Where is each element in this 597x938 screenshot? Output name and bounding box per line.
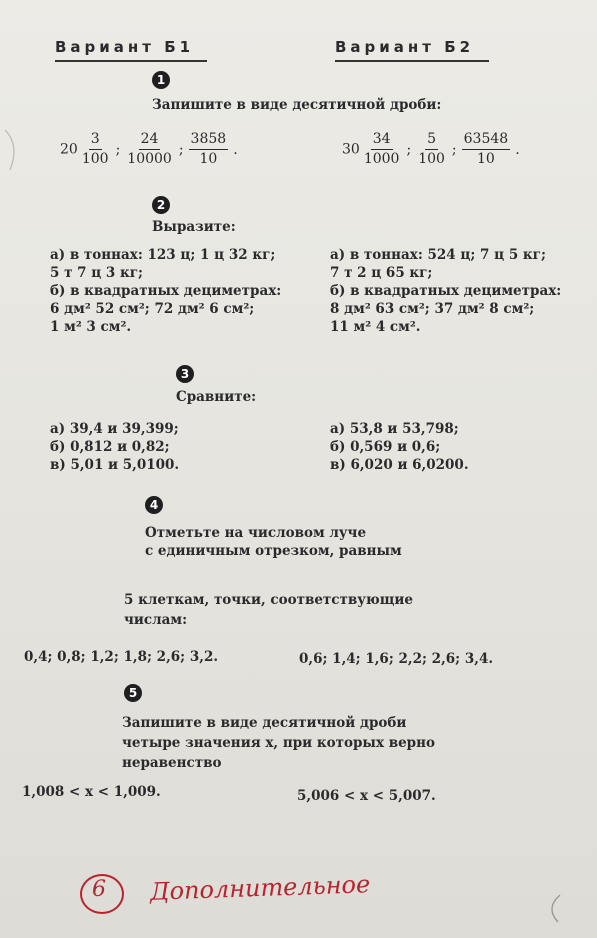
task-3-right-line: б) 0,569 и 0,6;	[330, 439, 441, 455]
fraction-numerator: 5	[425, 131, 438, 150]
variant-b1-heading: Вариант Б1	[55, 38, 207, 62]
fraction-denominator: 100	[418, 151, 445, 167]
fraction-separator: ;	[115, 141, 121, 158]
task-4-subtext	[124, 590, 413, 630]
fraction-denominator: 10	[199, 151, 218, 167]
pencil-marks	[0, 120, 40, 180]
task-3-right-line: в) 6,020 и 6,0200.	[330, 457, 469, 473]
task-4-title-line: Отметьте на числовом луче	[145, 525, 367, 541]
handwritten-number: 6	[92, 877, 106, 902]
fraction	[462, 131, 511, 168]
task-5-number: 5	[124, 684, 142, 702]
fraction-numerator: 3	[89, 131, 102, 150]
variant-b2-heading: Вариант Б2	[335, 38, 489, 62]
fraction-denominator: 10000	[127, 151, 172, 167]
fraction-separator: ;	[406, 141, 412, 158]
task-5-left-inequality: 1,008 < x < 1,009.	[22, 784, 161, 800]
fraction-separator: .	[515, 141, 520, 158]
task-4-title	[145, 524, 402, 560]
fraction-denominator: 10	[477, 151, 495, 167]
task-2-right-line: 7 т 2 ц 65 кг;	[330, 265, 433, 281]
fraction-numerator: 34	[371, 131, 393, 150]
fraction	[80, 131, 111, 168]
task-5-text	[122, 713, 435, 773]
task-4-number: 4	[145, 496, 163, 514]
task-2-title: Выразите:	[152, 219, 236, 235]
task-3-left-line: а) 39,4 и 39,399;	[50, 421, 179, 437]
fraction-denominator: 100	[81, 151, 109, 167]
fraction-separator: .	[233, 141, 238, 158]
task-4-right-numbers: 0,6; 1,4; 1,6; 2,2; 2,6; 3,4.	[299, 651, 494, 667]
task-3-left-line: б) 0,812 и 0,82;	[50, 439, 170, 455]
fraction-separator: ;	[178, 141, 184, 158]
fraction	[125, 131, 174, 168]
task-4-left-numbers: 0,4; 0,8; 1,2; 1,8; 2,6; 3,2.	[24, 649, 219, 665]
task-3-right-line: а) 53,8 и 53,798;	[330, 421, 459, 437]
task-2-left-line: 1 м² 3 см².	[50, 319, 132, 335]
task-3-number: 3	[176, 365, 194, 383]
task-5-right-inequality: 5,006 < x < 5,007.	[297, 788, 436, 804]
fraction-numerator: 3858	[189, 131, 229, 150]
task-4-subtext-line: 5 клеткам, точки, соответствующие	[124, 592, 413, 608]
task-2-right-list	[330, 246, 561, 336]
fraction	[189, 131, 229, 168]
task-1-number: 1	[152, 71, 170, 89]
task-3-left-list	[50, 420, 179, 474]
task-2-right-line: 11 м² 4 см².	[330, 319, 421, 335]
task-2-right-line: 8 дм² 63 см²; 37 дм² 8 см²;	[330, 301, 535, 317]
task-2-left-line: 5 т 7 ц 3 кг;	[50, 265, 144, 281]
task-4-title-line: с единичным отрезком, равным	[145, 543, 402, 559]
task-3-left-line: в) 5,01 и 5,0100.	[50, 457, 180, 473]
task-5-text-line: неравенство	[122, 755, 222, 771]
task-2-left-list	[50, 246, 281, 336]
task-2-right-line: а) в тоннах: 524 ц; 7 ц 5 кг;	[330, 247, 546, 263]
task-5-text-line: Запишите в виде десятичной дроби	[122, 715, 407, 731]
fraction-numerator: 63548	[462, 131, 511, 150]
fraction-separator: ;	[451, 141, 457, 158]
task-5-text-line: четыре значения x, при которых верно	[122, 735, 435, 751]
fraction-denominator: 1000	[363, 151, 400, 167]
task-2-left-line: а) в тоннах: 123 ц; 1 ц 32 кг;	[50, 247, 276, 263]
task-2-left-line: б) в квадратных дециметрах:	[50, 283, 282, 299]
task-1-left-fractions	[60, 131, 241, 168]
handwritten-word: Дополнительное	[149, 870, 371, 906]
fraction-numerator: 24	[139, 131, 161, 150]
task-1-title: Запишите в виде десятичной дроби:	[152, 97, 442, 113]
task-2-left-line: 6 дм² 52 см²; 72 дм² 6 см²;	[50, 301, 255, 317]
mixed-number-whole: 20	[60, 141, 78, 158]
task-3-title: Сравните:	[176, 389, 257, 405]
task-1-right-fractions	[342, 131, 523, 168]
task-4-subtext-line: числам:	[124, 612, 188, 628]
fraction	[362, 131, 402, 168]
task-3-right-list	[330, 420, 469, 474]
task-2-right-line: б) в квадратных дециметрах:	[330, 283, 562, 299]
pencil-mark-bottom	[540, 890, 570, 930]
mixed-number-whole: 30	[342, 141, 360, 158]
fraction	[416, 131, 447, 168]
task-2-number: 2	[152, 196, 170, 214]
